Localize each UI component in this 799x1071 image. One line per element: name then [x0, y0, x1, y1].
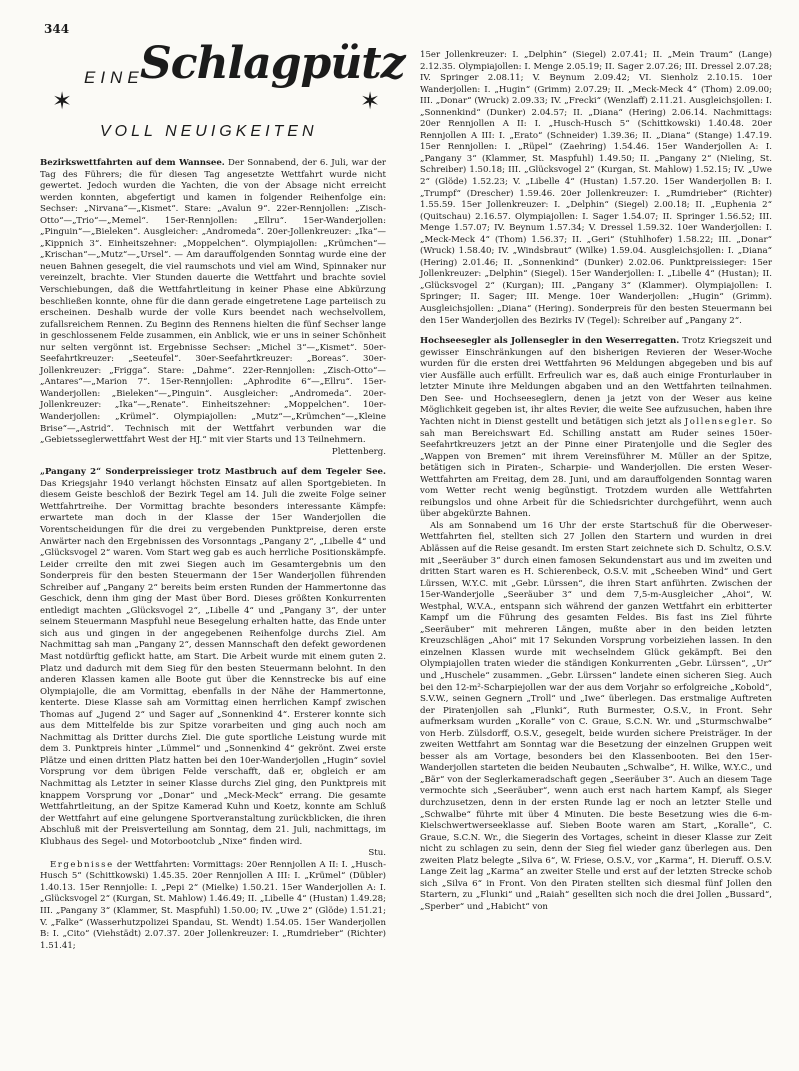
article-headline: „Pangany 2“ Sonderpreissieger trotz Mastbruch auf dem Tegeler See.	[40, 467, 386, 478]
results-continued: 15er Jollenkreuzer: I. „Delphin“ (Siegel) 2.07.41; II. „Mein Traum“ (Lange) 2.12.35. Olympiajollen: I. Menge 2.05.19; II. Sager 2.07.26; III. Dressel 2.07.28; IV. Springer 2.08.11; V. Beynum 2.09.42; VI. Sienholz 2.10.15. 10er Wanderjollen: I. „Hugin“ (Grimm) 2.07.29; II. „Meck-Meck 4“ (Thom) 2.09.00; III. „Donar“ (Wruck) 2.09.33; IV. „Frecki“ (Wenzlaff) 2.11.21. Ausgleichsjollen: I. „Sonnenkind“ (Dunker) 2.04.57; II. „Diana“ (Hering) 2.06.14. Nachmittags: 20er Rennjollen A II: I. „Husch-Husch 5“ (Schittkowski) 1.40.48. 20er Rennjollen A III: I. „Erato“ (Schneider) 1.39.36; II. „Diana“ (Stange) 1.47.19. 15er Rennjollen: I. „Rüpel“ (Zaehring) 1.54.46. 15er Wanderjollen A: I. „Pangany 3“ (Klammer, St. Maspfuhl) 1.49.50; II. „Pangany 2“ (Nieling, St. Schreiber) 1.50.18; III. „Glücksvogel 2“ (Kurgan, St. Mahlow) 1.52.15; IV. „Uwe 2“ (Glöde) 1.52.23; V. „Libelle 4“ (Hustan) 1.57.20. 15er Wanderjollen B: I. „Trumpf“ (Drescher) 1.59.46. 20er Jollenkreuzer: I. „Rumdrieber“ (Richter) 1.55.59. 15er Jollenkreuzer: I. „Delphin“ (Siegel) 2.00.18; II. „Euphenia 2“ (Quitschau) 2.16.57. Olympiajollen: I. Sager 1.54.07; II. Springer 1.56.52; III. Menge 1.57.07; IV. Beynum 1.57.34; V. Dressel 1.59.32. 10er Wanderjollen: I. „Meck-Meck 4“ (Thom) 1.56.37; II. „Geri“ (Stuhlhofer) 1.58.22; III. „Donar“ (Wruck) 1.58.40; IV. „Windsbraut“ (Wilke) 1.59.04. Ausgleichsjollen: I. „Diana“ (Hering) 2.01.46; II. „Sonnenkind“ (Dunker) 2.02.06. Punktpreissieger: 15er Jollenkreuzer: „Delphin“ (Siegel). 15er Wanderjollen: I. „Libelle 4“ (Hustan); II. „Glücksvogel 2“ (Kurgan); III. „Pangany 3“ (Klammer). Olympiajollen: I. Springer; II. Sager; III. Menge. 10er Wanderjollen: „Hugin“ (Grimm). Ausgleichsjollen: „Diana“ (Hering). Sonderpreis für den besten Steuermann bei den 15er Wanderjollen des Bezirks IV (Tegel): Schreiber auf „Pangany 2“.	[420, 50, 772, 326]
article-body: Trotz Kriegszeit und gewisser Einschränkungen auf den bisherigen Revieren der Weser-Woche wurden für die ersten drei Wettfahrten 96 Meldungen abgegeben und bis auf vier Ausfälle auch erfüllt. Erfreulich war es, daß auch einige Fronturlauber in letzter Minute ihre Meldungen abgaben und an den Wettfahrten teilnahmen. Den See- und Hochseeseglern, denen ja jetzt von der Weser aus keine Möglichkeit gegeben ist, ihr altes Revier, die weite See aufzusuchen, haben ihre Yachten nicht in Dienst gestellt und betätigen sich jetzt als	[420, 336, 772, 427]
results-label: Ergebnisse	[50, 859, 114, 870]
article-signature: Stu.	[368, 848, 386, 859]
page-number: 344	[44, 22, 70, 36]
article-bezirkswettfahrten	[40, 158, 386, 458]
article-headline: Hochseesegler als Jollensegler in den Weserregatten.	[420, 336, 680, 347]
article-signature: Plettenberg.	[331, 446, 386, 457]
article-weserregatten	[420, 336, 772, 913]
article-body: Der Sonnabend, der 6. Juli, war der Tag des Führers; die für diesen Tag angesetzte Wettfahrt wurde nicht gewertet. Jedoch wurden die Yachten, die von der Absage nicht erreicht werden konnten, abgefertigt und kamen in folgender Reihenfolge ein: Sechser: „Nirvana“—„Kismet“. Stare: „Avalun 9“. 22er-Rennjollen: „Zisch-Otto“—„Trio“—„Memel“. 15er-Rennjollen: „Ellru“. 15er-Wanderjollen: „Pinguin“—„Bieleken“. Ausgleicher: „Andromeda“. 20er-Jollenkreuzer: „Ika“—„Kippnich 3“. Einheitszehner: „Moppelchen“. Olympiajollen: „Krümchen“—„Krischan“—„Mutz“—„Ursel“. — Am darauffolgenden Sonntag wurde eine der neuen Bahnen gesegelt, die viel raumschots und viel am Wind, Spinnaker nur vereinzelt, brachte. Vier Stunden dauerte die Wettfahrt und brachte soviel Verschiebungen, daß die Wettfahrtleitung in keiner Phase eine Abkürzung beschließen konnte, ohne für die dann gerade eingetretene Lage parteiisch zu erscheinen. Deshalb wurde der volle Kurs beendet nach wechselvollem, zufallsreichem Rennen. Zu Beginn des Rennens hielten die fünf Sechser lange in geschlossenem Felde zusammen, ein Anblick, wie er uns in seiner Schönheit nur selten vergönnt ist. Ergebnisse Sechser: „Michel 3“—„Kismet“. 50er-Seefahrtkreuzer: „Seeteufel“. 30er-Seefahrtkreuzer: „Boreas“. 30er-Jollenkreuzer: „Frigga“. Stare: „Dahme“. 22er-Rennjollen: „Zisch-Otto“—„Antares“—„Marion 7“. 15er-Rennjollen: „Aphrodite 6“—„Ellru“. 15er-Wanderjollen: „Bieleken“—„Pinguin“. Ausgleicher: „Andromeda“. 20er-Jollenkreuzer: „Ika“—„Renate“. Einheitszehner: „Moppelchen“. 10er-Wanderjollen: „Krümel“. Olympiajollen: „Mutz“—„Krümchen“—„Kleine Brise“—„Astrid“. Technisch mit der Wettfahrt verbunden war die „Gebietsseglerwettfahrt West der HJ.“ mit vier Starts und 13 Teilnehmern.	[40, 158, 387, 446]
star-ornament-left: ✶	[52, 88, 73, 115]
masthead-script-title: Schlagpütz	[140, 38, 405, 89]
star-ornament-right: ✶	[360, 88, 381, 115]
masthead-word-eine: EINE	[84, 68, 144, 87]
article-headline: Bezirkswettfahrten auf dem Wannsee.	[40, 158, 225, 168]
masthead	[40, 38, 405, 154]
article-pangany	[40, 467, 386, 952]
spaced-word: Jollensegler.	[684, 416, 758, 427]
masthead-word-voll-neuigkeiten: VOLL NEUIGKEITEN	[100, 123, 318, 140]
right-column	[420, 50, 772, 913]
article-paragraph: Als am Sonnabend um 16 Uhr der erste Startschuß für die Oberweser-Wettfahrten fiel, stellten sich 27 Jollen den Startern und wurden in drei Ablässen auf die Reise gesandt. Im ersten Start zeichnete sich D. Schultz, O.S.V. mit „Seeräuber 3“ durch einen famosen Sekundenstart aus und im zweiten und dritten Start waren es H. Schierenbeck, O.S.V. mit „Scheeben Wind“ und Gert Lürssen, W.Y.C. mit „Gebr. Lürssen“, die ihren Start anführten. Zwischen der 15er-Wanderjolle „Seeräuber 3“ und dem 7,5-m-Ausgleicher „Ahoi“, W. Westphal, W.V.A., entspann sich während der ganzen Wettfahrt ein erbitterter Kampf um die Führung des gesamten Feldes. Bis fast ins Ziel führte „Seeräuber“ mit mehreren Längen, mußte aber in den beiden letzten Kreuzschlägen „Ahoi“ mit 17 Sekunden Vorsprung vorbeiziehen lassen. In den einzelnen Klassen wurde mit wechselndem Glück gekämpft. Bei den Olympiajollen traten wieder die ständigen Konkurrenten „Gebr. Lürssen“, „Ur“ und „Huschele“ zusammen. „Gebr. Lürssen“ landete einen sicheren Sieg. Auch bei den 12-m²-Scharpiejollen war der aus dem Vorjahr so erfolgreiche „Kobold“, S.V.W., seinen Gegnern „Troll“ und „Iwe“ überlegen. Das erstmalige Auftreten der Piratenjollen sah „Flunki“, Ruth Burmester, O.S.V., in Front. Sehr aufmerksam wurden „Koralle“ von C. Graue, S.C.N. Wr. und „Sturmschwalbe“ von Herb. Zülsdorff, O.S.V., gesegelt, beide wurden sichere Preisträger. In der zweiten Wettfahrt am Sonntag war die Besetzung der einzelnen Gruppen weit besser als am Vortage, besonders bei den Klassenbooten. Bei den 15er-Wanderjollen starteten die beiden Neubauten „Schwalbe“, H. Wilke, W.Y.C., und „Bär“ von der Seglerkameradschaft gegen „Seeräuber 3“. Auch an diesem Tage vermochte sich „Seeräuber“, wenn auch erst nach hartem Kampf, als Sieger durchzusetzen, denn in der ersten Runde lag er noch an letzter Stelle und „Schwalbe“ führte mit über 4 Minuten. Die beste Besetzung wies die 6-m-Kielschwertwerseeklasse auf. Sieben Boote waren am Start, „Koralle“, C. Graue, S.C.N. Wr., die Siegerin des Vortages, scheint in dieser Klasse zur Zeit nicht zu schlagen zu sein, denn der Sieg fiel wieder ganz überlegen aus. Den zweiten Platz belegte „Silva 6“, W. Friese, O.S.V., vor „Karma“, H. Dieruff. O.S.V. Lange Zeit lag „Karma“ an zweiter Stelle und erst auf der letzten Strecke schob sich „Silva 6“ in Front. Von den Piraten stellten sich diesmal fünf Jollen den Startern, zu „Flunki“ und „Raiah“ gesellten sich noch die drei Jollen „Bussard“, „Sperber“ und „Habicht“ von	[420, 520, 772, 912]
left-column	[40, 38, 405, 952]
article-body: So sah man Bereichswart Ed. Schilling anstatt am Ruder seines 150er-Seefahrtkreuzers jetzt an der Pinne einer Piratenjolle und die Segler des „Wappen von Bremen“ mit ihrem Vereinsführer M. Müller an der Spitze, betätigen sich in Piraten-, Scharpie- und Wanderjollen. Die ersten Weser-Wettfahrten am Freitag, dem 28. Juni, und am darauffolgenden Sonntag waren vom Wetter recht wenig begünstigt. Trotzdem wurden alle Wettfahrten reibungslos und ohne Arbeit für die Schiedsrichter durchgeführt, wenn auch über abgekürzte Bahnen.	[420, 416, 772, 520]
results-text: der Wettfahrten: Vormittags: 20er Rennjollen A II: I. „Husch-Husch 5“ (Schittkowski) 1.45.35. 20er Rennjollen A III: I. „Krümel“ (Dübler) 1.40.13. 15er Rennjolle: I. „Pepi 2“ (Mielke) 1.50.21. 15er Wanderjollen A: I. „Glücksvogel 2“ (Kurgan, St. Mahlow) 1.46.49; II. „Libelle 4“ (Hustan) 1.49.28; III. „Pangany 3“ (Klammer, St. Maspfuhl) 1.50.00; IV. „Uwe 2“ (Glöde) 1.51.21; V. „Falke“ (Wasserhutzpolizei Spandau, St. Wendt) 1.54.05. 15er Wanderjollen B: I. „Cito“ (Viehstädt) 2.07.37. 20er Jollenkreuzer: I. „Rumdrieber“ (Richter) 1.51.41;	[40, 859, 386, 951]
article-body: Das Kriegsjahr 1940 verlangt höchsten Einsatz auf allen Sportgebieten. In diesem Geiste beschloß der Bezirk Tegel am 14. Juli die zweite Folge seiner Wettfahrtreihe. Der Vormittag brachte besonders interessante Kämpfe: erwartete man doch in der Klasse der 15er Wanderjollen die Vorentscheidungen für die drei zu vergebenden Punktpreise, deren erste Anwärter nach den Ergebnissen des Vorsonntags „Pangany 2“, „Libelle 4“ und „Glücksvogel 2“ waren. Vom Start weg gab es auch herrliche Positionskämpfe. Leider crreilte den mit zwei Siegen auch im Gesamtergebnis um den Sonderpreis für den besten Steuermann der 15er Wanderjollen führenden Schreiber auf „Pangany 2“ bereits beim ersten Runden der Hammertonne das Geschick, denn ihm ging der Mast über Bord. Dieses größten Konkurrenten entledigt machten „Glücksvogel 2“, „Libelle 4“ und „Pangany 3“, der unter seinem Steuermann Maspfuhl neue Besegelung erhalten hatte, das Ende unter sich aus und gingen in der angegebenen Reihenfolge durchs Ziel. Am Nachmittag sah man „Pangany 2“, dessen Mannschaft den defekt gewordenen Mast notdürftig geflickt hatte, am Start. Die Arbeit wurde mit einem guten 2. Platz und dadurch mit dem Sieg für den besten Steuermann belohnt. In den anderen Klassen kamen alle Boote gut über die Kennstrecke bis auf eine Olympiajolle, die am Vormittag, ebenfalls in der Nähe der Hammertonne, kenterte. Diese Klasse sah am Vormittag einen herrlichen Kampf zwischen Thomas auf „Jugend 2“ und Sager auf „Sonnenkind 4“. Ersterer konnte sich aus dem Mittelfelde bis zur Spitze vorarbeiten und ging auch noch am Nachmittag als Dritter durchs Ziel. Die gute sportliche Leistung wurde mit dem 3. Punktpreis hinter „Lümmel“ und „Sonnenkind 4“ gekrönt. Zwei erste Plätze und einen dritten Platz hatten bei den 10er-Wanderjollen „Hugin“ soviel Vorsprung vor dem übrigen Felde verschafft, daß er, obgleich er am Nachmittag als Letzter in seiner Klasse durchs Ziel ging, den Punktpreis mit knappem Vorsprung vor „Donar“ und „Meck-Meck“ errang. Die gesamte Wettfahrtleitung, an der Spitze Kamerad Kuhn und Koetz, konnte am Schluß der Wettfahrt auf eine gelungene Sportveranstaltung zurückblicken, die ihren Abschluß mit der Preisverteilung am Sonntag, dem 21. Juli, nachmittags, im Klubhaus des Segel- und Motorbootclub „Nixe“ finden wird.	[40, 478, 386, 847]
